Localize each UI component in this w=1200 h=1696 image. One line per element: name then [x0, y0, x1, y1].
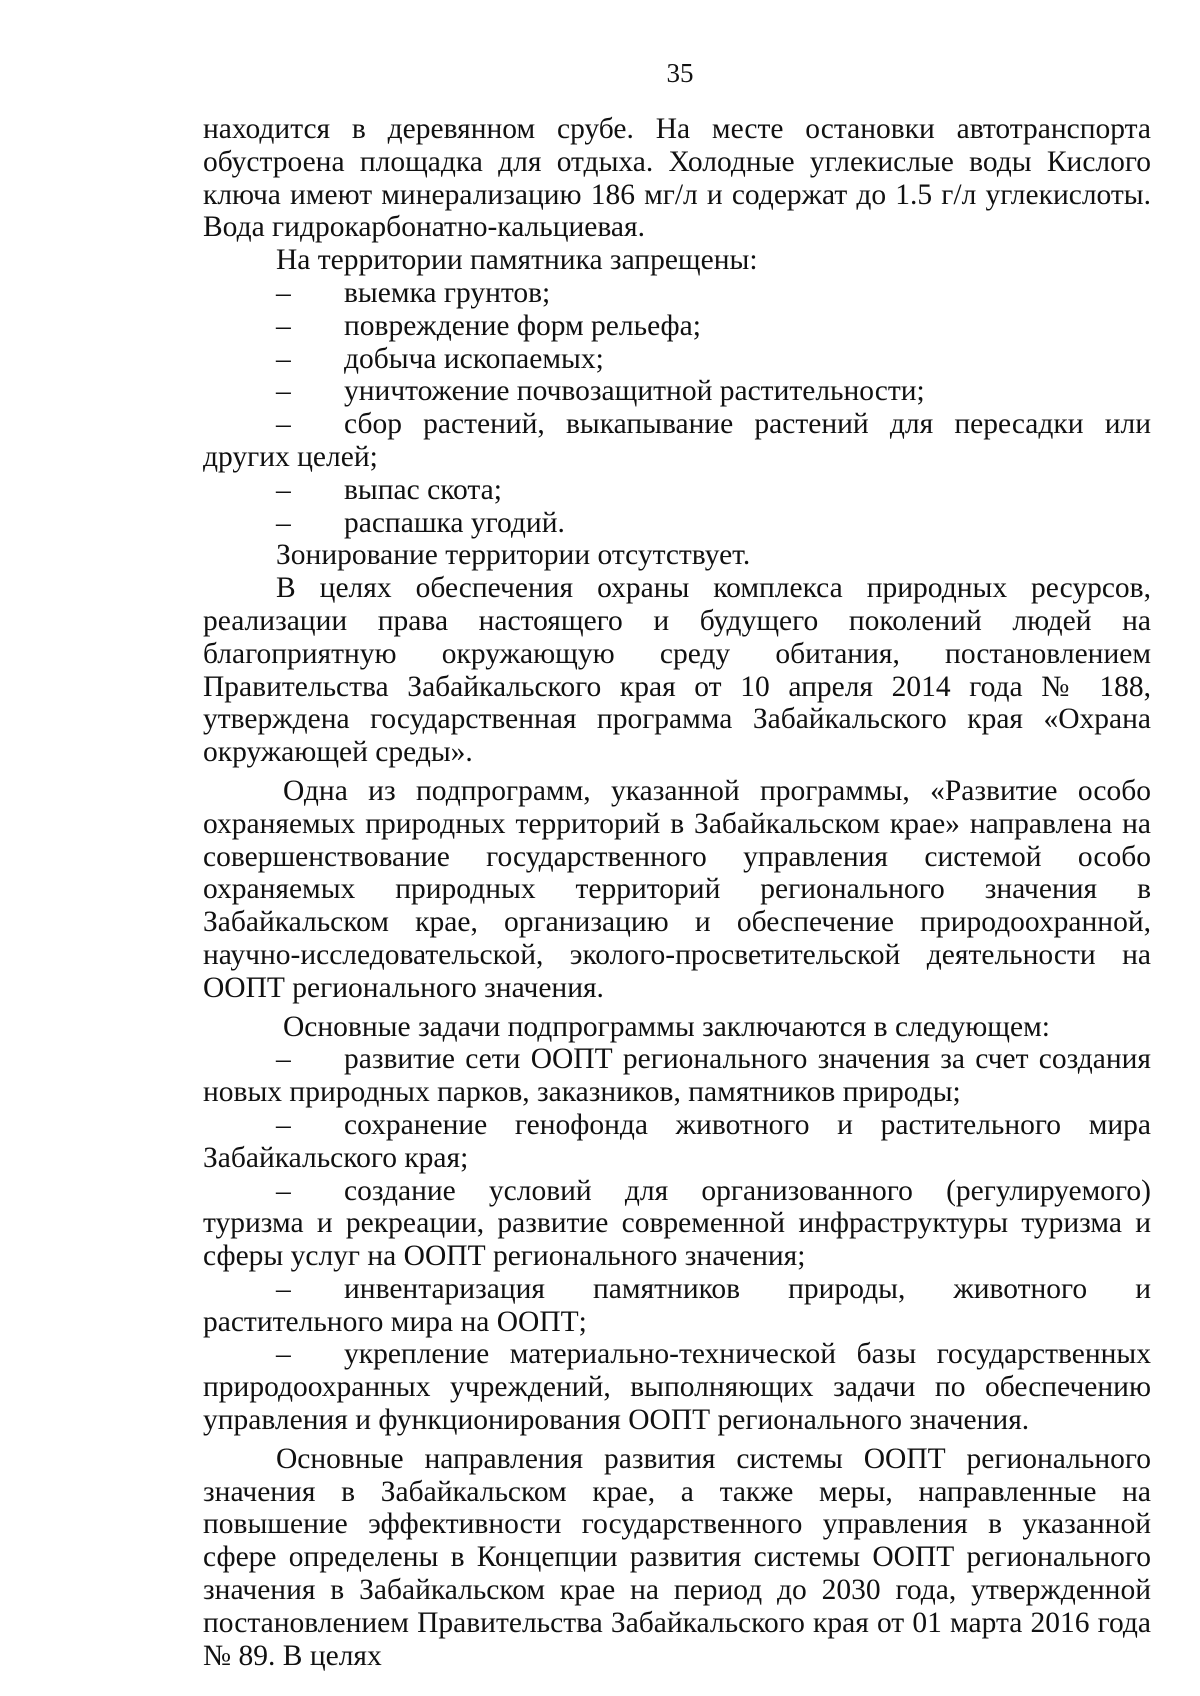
list-item — [203, 310, 1151, 343]
final-paragraph: Основные направления развития системы ООПТ регионального значения в Забайкальском крае, а также меры, направленные на повышение эффективности государственного управления в указанной сфере определены в Концепции развития системы ООПТ регионального значения в Забайкальском крае на период до 2030 года, утвержденной постановлением Правительства Забайкальского края от 01 марта 2016 года № 89. В целях — [203, 1442, 1151, 1672]
zoning-paragraph: Зонирование территории отсутствует. — [276, 539, 751, 572]
list-item — [203, 1338, 1151, 1436]
list-item — [203, 1273, 1151, 1339]
list-item-text: повреждение форм рельефа; — [344, 309, 701, 342]
dash-marker: – — [276, 1272, 291, 1305]
dash-marker: – — [276, 408, 291, 441]
program-paragraph: В целях обеспечения охраны комплекса природных ресурсов, реализации права настоящего и будущего поколений людей на благоприятную окружающую среду обитания, постановлением Правительства Забайкальского края от 10 апреля 2014 года № 188, утверждена государственная программа Забайкальского края «Охрана окружающей среды». — [203, 572, 1151, 769]
prohibited-heading: На территории памятника запрещены: — [276, 244, 758, 277]
list-item-text: сбор растений, выкапывание растений для пересадки или других целей; — [203, 408, 1151, 473]
list-item-text: распашка угодий. — [344, 506, 565, 539]
page-number: 35 — [666, 58, 694, 88]
dash-marker: – — [276, 1338, 291, 1371]
list-item-text: добыча ископаемых; — [344, 342, 604, 375]
dash-marker: – — [276, 1174, 291, 1207]
list-item-text: инвентаризация памятников природы, животного и растительного мира на ООПТ; — [203, 1272, 1151, 1338]
list-item-text: уничтожение почвозащитной растительности; — [344, 375, 925, 408]
dash-marker: – — [276, 1043, 291, 1076]
tasks-list — [203, 1043, 1151, 1437]
dash-marker: – — [276, 1108, 291, 1141]
list-item — [203, 1043, 1151, 1109]
list-item — [203, 343, 1151, 376]
dash-marker: – — [276, 276, 291, 309]
document-body — [203, 113, 1151, 1672]
list-item — [203, 474, 1151, 507]
list-item-text: развитие сети ООПТ регионального значения за счет создания новых природных парков, заказников, памятников природы; — [203, 1043, 1151, 1109]
dash-marker: – — [276, 375, 291, 408]
list-item — [203, 408, 1151, 474]
dash-marker: – — [276, 342, 291, 375]
list-item — [203, 1175, 1151, 1273]
list-item — [203, 507, 1151, 540]
list-item-text: укрепление материально-технической базы государственных природоохранных учреждений, выполняющих задачи по обеспечению управления и функционирования ООПТ регионального значения. — [203, 1338, 1151, 1437]
prohibited-list — [203, 277, 1151, 539]
list-item-text: выемка грунтов; — [344, 276, 551, 309]
list-item — [203, 277, 1151, 310]
dash-marker: – — [276, 309, 291, 342]
dash-marker: – — [276, 506, 291, 539]
tasks-heading: Основные задачи подпрограммы заключаются в следующем: — [283, 1010, 1050, 1043]
list-item-text: сохранение генофонда животного и растительного мира Забайкальского края; — [203, 1108, 1151, 1174]
dash-marker: – — [276, 473, 291, 506]
subprogram-paragraph: Одна из подпрограмм, указанной программы, «Развитие особо охраняемых природных территорий в Забайкальском крае» направлена на совершенствование государственного управления системой особо охраняемых природных территорий регионального значения в Забайкальском крае, организацию и обеспечение природоохранной, научно-исследовательской, эколого-просветительской деятельности на ООПТ регионального значения. — [203, 774, 1151, 1004]
list-item — [203, 375, 1151, 408]
list-item-text: создание условий для организованного (регулируемого) туризма и рекреации, развитие современной инфраструктуры туризма и сферы услуг на ООПТ регионального значения; — [203, 1174, 1151, 1273]
intro-paragraph: находится в деревянном срубе. На месте остановки автотранспорта обустроена площадка для отдыха. Холодные углекислые воды Кислого ключа имеют минерализацию 186 мг/л и содержат до 1.5 г/л углекислоты. Вода гидрокарбонатно-кальциевая. — [203, 113, 1151, 244]
list-item — [203, 1109, 1151, 1175]
list-item-text: выпас скота; — [344, 473, 502, 506]
